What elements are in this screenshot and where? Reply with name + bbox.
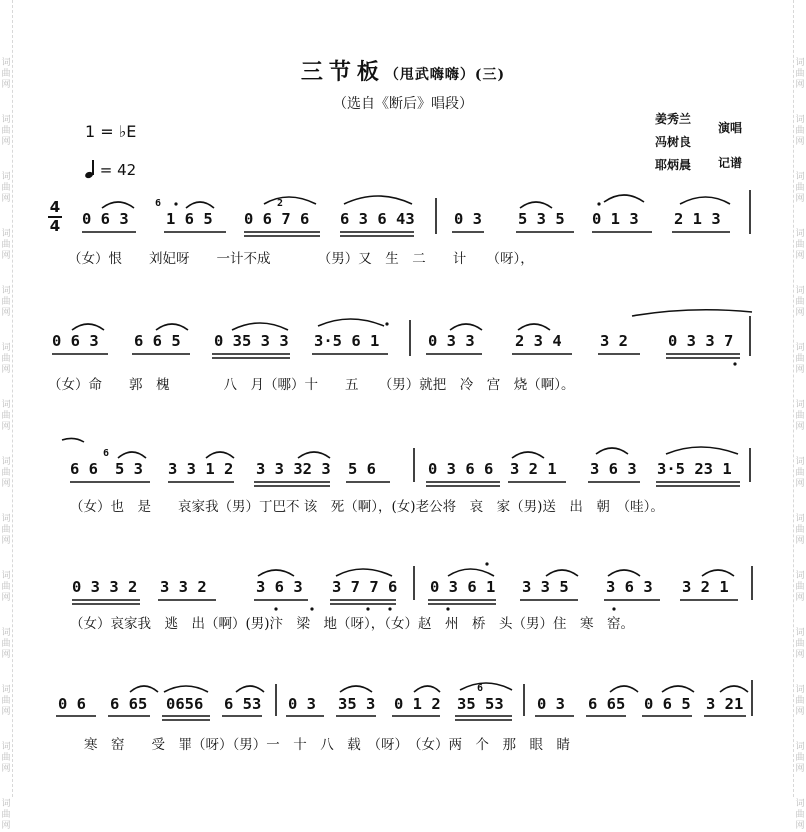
- watermark-text: 词 曲 网: [1, 115, 11, 147]
- singer-role: 演唱: [718, 121, 743, 135]
- watermark-text: 词 曲 网: [1, 286, 11, 318]
- beam-lines: [70, 482, 740, 486]
- note-group: 2 1 3: [674, 210, 721, 228]
- note-group: 3 3 1 2: [168, 460, 234, 478]
- watermark-text: 词 曲 网: [1, 229, 11, 261]
- beam-lines: [72, 600, 738, 604]
- watermark-text: 词 曲 网: [1, 628, 11, 660]
- subtitle: （选自《断后》唱段）: [333, 96, 473, 112]
- singer-name: 姜秀兰: [655, 112, 692, 126]
- slur: [102, 195, 730, 208]
- watermark-text: 词 曲 网: [795, 229, 805, 261]
- note-group: 3·5 6 1: [314, 332, 380, 350]
- key-signature: 1 = ♭E: [85, 122, 137, 141]
- note-group: 3 6 3: [256, 578, 303, 596]
- note-group: 2 3 4: [515, 332, 562, 350]
- watermark-text: 词 曲 网: [795, 115, 805, 147]
- watermark-text: 词 曲 网: [795, 286, 805, 318]
- time-signature-top: 4: [49, 198, 61, 216]
- note-group: 3 3 2: [160, 578, 207, 596]
- note-group: 6 6: [70, 460, 98, 478]
- note-group: 0 6: [58, 695, 86, 713]
- watermark-text: 词 曲 网: [795, 571, 805, 603]
- watermark-text: 词 曲 网: [1, 343, 11, 375]
- watermark-text: 词 曲 网: [1, 742, 11, 774]
- lyrics-line: （女）哀家我 逃 出（啊）(男)汴 梁 地（呀），（女）赵 州 桥 头（男）住 寒 窑。: [70, 616, 635, 632]
- note-group: 5 6: [348, 460, 376, 478]
- watermark-text: 词 曲 网: [795, 799, 805, 831]
- watermark-text: 词 曲 网: [795, 58, 805, 90]
- note-group: 0 3: [288, 695, 316, 713]
- watermark-text: 词 曲 网: [1, 571, 11, 603]
- beam-lines: [52, 354, 740, 358]
- note-group: 0 6 7 6: [244, 210, 310, 228]
- note-group: 3 3 5: [522, 578, 569, 596]
- note-group: 0 1 2: [394, 695, 441, 713]
- watermark-text: 词 曲 网: [1, 457, 11, 489]
- grace-note: 2: [277, 198, 284, 209]
- note-group: 0 1 3: [592, 210, 639, 228]
- note-group: 0 3: [454, 210, 482, 228]
- note-group: 5 3: [115, 460, 143, 478]
- note-group: 6 65: [110, 695, 148, 713]
- watermark-text: 词 曲 网: [1, 799, 11, 831]
- singer-name: 冯树良: [655, 135, 692, 149]
- note-group: 3 6 3: [590, 460, 637, 478]
- transcriber-name: 耶炳晨: [655, 158, 692, 172]
- lyrics-line: （女）也 是 哀家我（男）丁巴不 该 死（啊），(女)老公将 哀 家（男)送 出 朝 （哇）。: [70, 499, 664, 515]
- slur: [62, 438, 738, 458]
- note-group: 0 3 3 2: [72, 578, 138, 596]
- note-group: 6 53: [224, 695, 262, 713]
- watermark-text: 词 曲 网: [1, 514, 11, 546]
- watermark-text: 词 曲 网: [795, 742, 805, 774]
- watermark-text: 词 曲 网: [795, 628, 805, 660]
- tempo-value: = 42: [99, 161, 137, 179]
- grace-note: 6: [155, 198, 162, 209]
- watermark-text: 词 曲 网: [1, 400, 11, 432]
- note-group: 0656: [166, 695, 204, 713]
- watermark-text: 词 曲 网: [795, 514, 805, 546]
- note-group: 5 3 5: [518, 210, 565, 228]
- note-group: 3 21: [706, 695, 744, 713]
- note-group: 3 6 3: [606, 578, 653, 596]
- note-group: 6 3 6 43: [340, 210, 415, 228]
- note-group: 6 6 5: [134, 332, 181, 350]
- note-group: 0 6 5: [644, 695, 691, 713]
- song-title: 三节板: [300, 59, 385, 85]
- slur: [258, 569, 734, 576]
- watermark-text: 词 曲 网: [795, 400, 805, 432]
- lyrics-line: （女）命 郭 槐 八 月（哪）十 五 （男）就把 冷 宫 烧（啊）。: [48, 377, 575, 393]
- watermark-text: 词 曲 网: [1, 58, 11, 90]
- note-group: 0 3: [537, 695, 565, 713]
- note-group: 35 3: [338, 695, 376, 713]
- note-group: 0 3 3: [428, 332, 475, 350]
- note-group: 3 7 7 6: [332, 578, 398, 596]
- note-group: 6 65: [588, 695, 626, 713]
- note-group: 3·5 23 1: [657, 460, 732, 478]
- note-group: 35 53: [457, 695, 504, 713]
- note-group: 1 6 5: [166, 210, 213, 228]
- note-group: 3 2 1: [510, 460, 557, 478]
- watermark-text: 词 曲 网: [795, 685, 805, 717]
- lyrics-line: 寒 窑 受 罪（呀）（男）一 十 八 载 （呀） （女）两 个 那 眼 睛: [84, 737, 570, 753]
- slur: [72, 310, 752, 330]
- beam-lines: [56, 716, 746, 720]
- grace-note: 6: [477, 683, 484, 694]
- lyrics-line: （女）恨 刘妃呀 一计不成 （男）又 生 二 计 （呀），: [68, 251, 534, 267]
- note-group: 0 3 6 6: [428, 460, 494, 478]
- note-group: 3 2 1: [682, 578, 729, 596]
- watermark-text: 词 曲 网: [795, 343, 805, 375]
- watermark-text: 词 曲 网: [1, 685, 11, 717]
- note-group: 0 6 3: [52, 332, 99, 350]
- transcriber-role: 记谱: [718, 156, 743, 170]
- octave-dots: [174, 202, 736, 610]
- note-group: 3 2: [600, 332, 628, 350]
- slur: [130, 683, 748, 692]
- note-group: 0 3 6 1: [430, 578, 496, 596]
- note-group: 0 3 3 7: [668, 332, 734, 350]
- watermark-text: 词 曲 网: [1, 172, 11, 204]
- note-group: 0 35 3 3: [214, 332, 289, 350]
- time-signature-bottom: 4: [49, 217, 61, 235]
- grace-note: 6: [103, 448, 110, 459]
- watermark-text: 词 曲 网: [795, 457, 805, 489]
- beam-lines: [82, 232, 730, 236]
- watermark-text: 词 曲 网: [795, 172, 805, 204]
- note-group: 0 6 3: [82, 210, 129, 228]
- title-note: （甩武嗨嗨）(三): [384, 67, 506, 83]
- note-group: 3 3 32 3: [256, 460, 331, 478]
